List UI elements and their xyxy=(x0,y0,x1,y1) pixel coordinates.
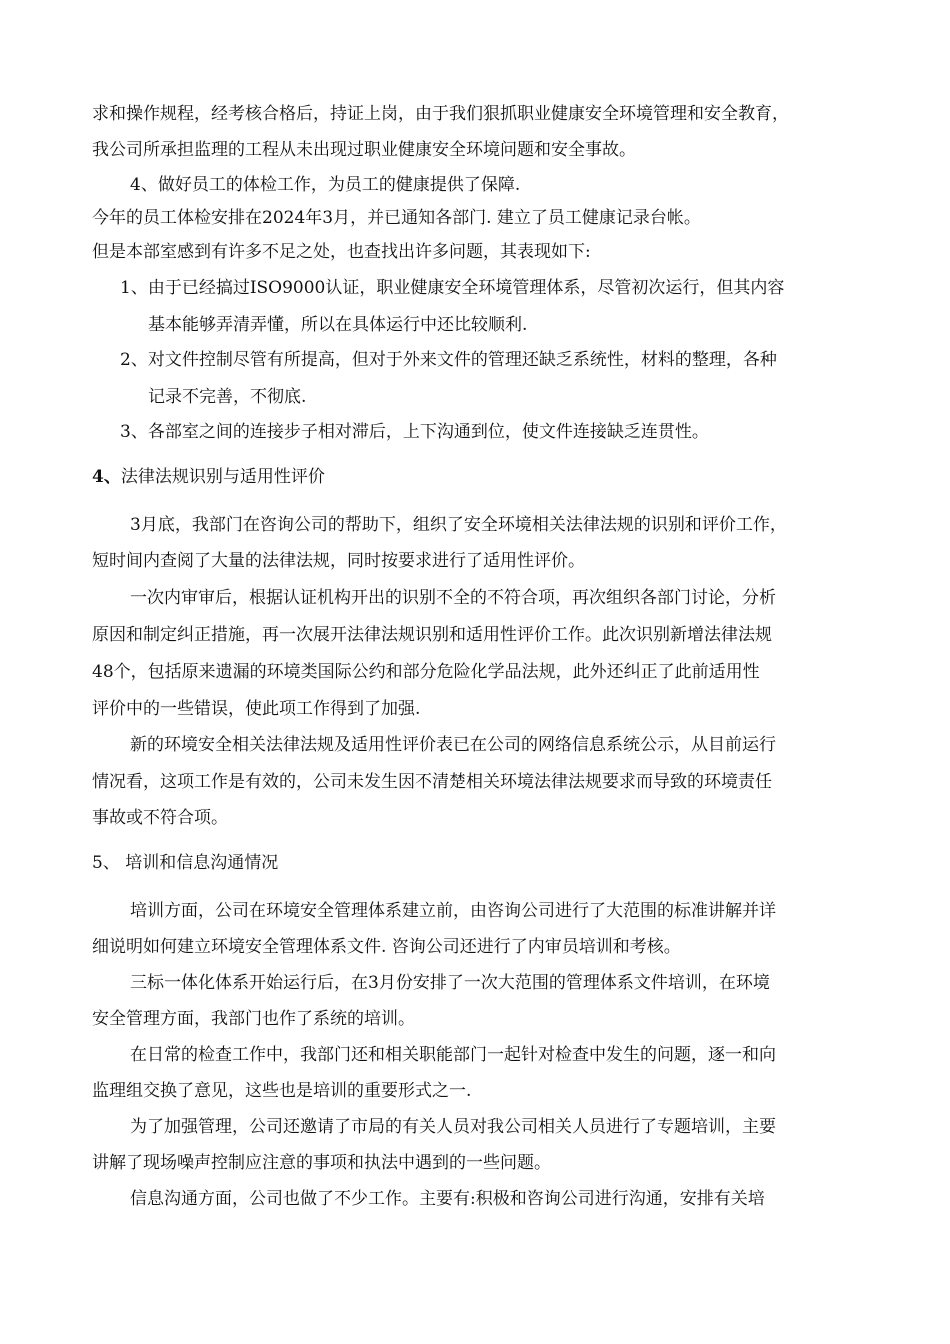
paragraph-line: 三标一体化体系开始运行后，在3月份安排了一次大范围的管理体系文件培训，在环境 xyxy=(130,973,770,993)
issue-item-1-line: 基本能够弄清弄懂，所以在具体运行中还比较顺利. xyxy=(148,315,528,335)
issue-item-1-line: 1、由于已经搞过ISO9000认证，职业健康安全环境管理体系，尽管初次运行，但其内容 xyxy=(120,278,785,298)
paragraph-line: 安全管理方面，我部门也作了系统的培训。 xyxy=(92,1009,415,1029)
paragraph-line: 3月底，我部门在咨询公司的帮助下，组织了安全环境相关法律法规的识别和评价工作， xyxy=(130,515,787,535)
paragraph-line: 信息沟通方面，公司也做了不少工作。主要有:积极和咨询公司进行沟通，安排有关培 xyxy=(130,1189,765,1209)
paragraph-line: 但是本部室感到有许多不足之处，也查找出许多问题，其表现如下: xyxy=(92,242,591,262)
section-heading xyxy=(0,467,950,487)
paragraph-line: 48个，包括原来遗漏的环境类国际公约和部分危险化学品法规，此外还纠正了此前适用性 xyxy=(92,662,760,682)
issue-item-2-line: 记录不完善，不彻底. xyxy=(148,387,307,407)
paragraph-line: 事故或不符合项。 xyxy=(92,808,228,828)
section-number: 4、 xyxy=(92,467,121,487)
paragraph-line: 原因和制定纠正措施，再一次展开法律法规识别和适用性评价工作。此次识别新增法律法规 xyxy=(92,625,772,645)
paragraph-line: 新的环境安全相关法律法规及适用性评价表已在公司的网络信息系统公示，从目前运行 xyxy=(130,735,776,755)
paragraph-line: 短时间内查阅了大量的法律法规，同时按要求进行了适用性评价。 xyxy=(92,551,585,571)
section-title: 法律法规识别与适用性评价 xyxy=(120,467,325,487)
paragraph-line: 讲解了现场噪声控制应注意的事项和执法中遇到的一些问题。 xyxy=(92,1153,551,1173)
paragraph-line: 我公司所承担监理的工程从未出现过职业健康安全环境问题和安全事故。 xyxy=(92,140,636,160)
paragraph-line: 监理组交换了意见，这些也是培训的重要形式之一. xyxy=(92,1081,472,1101)
issue-item-2-line: 2、对文件控制尽管有所提高，但对于外来文件的管理还缺乏系统性，材料的整理，各种 xyxy=(120,350,777,370)
paragraph-line: 一次内审审后，根据认证机构开出的识别不全的不符合项，再次组织各部门讨论，分析 xyxy=(130,588,776,608)
paragraph-line: 培训方面，公司在环境安全管理体系建立前，由咨询公司进行了大范围的标准讲解并详 xyxy=(130,901,776,921)
list-item-line: 4、做好员工的体检工作，为员工的健康提供了保障. xyxy=(130,175,521,195)
paragraph-line: 今年的员工体检安排在2024年3月，并已通知各部门. 建立了员工健康记录台帐。 xyxy=(92,208,701,228)
paragraph-line: 在日常的检查工作中，我部门还和相关职能部门一起针对检查中发生的问题，逐一和向 xyxy=(130,1045,776,1065)
paragraph-line: 细说明如何建立环境安全管理体系文件. 咨询公司还进行了内审员培训和考核。 xyxy=(92,937,681,957)
section-heading: 5、 培训和信息沟通情况 xyxy=(92,853,279,873)
paragraph-line: 评价中的一些错误，使此项工作得到了加强. xyxy=(92,699,421,719)
paragraph-line: 为了加强管理，公司还邀请了市局的有关人员对我公司相关人员进行了专题培训，主要 xyxy=(130,1117,776,1137)
issue-item-3-line: 3、各部室之间的连接步子相对滞后，上下沟通到位，使文件连接缺乏连贯性。 xyxy=(120,422,709,442)
paragraph-line: 情况看，这项工作是有效的，公司未发生因不清楚相关环境法律法规要求而导致的环境责任 xyxy=(92,772,772,792)
paragraph-line: 求和操作规程，经考核合格后，持证上岗，由于我们狠抓职业健康安全环境管理和安全教育， xyxy=(92,104,789,124)
